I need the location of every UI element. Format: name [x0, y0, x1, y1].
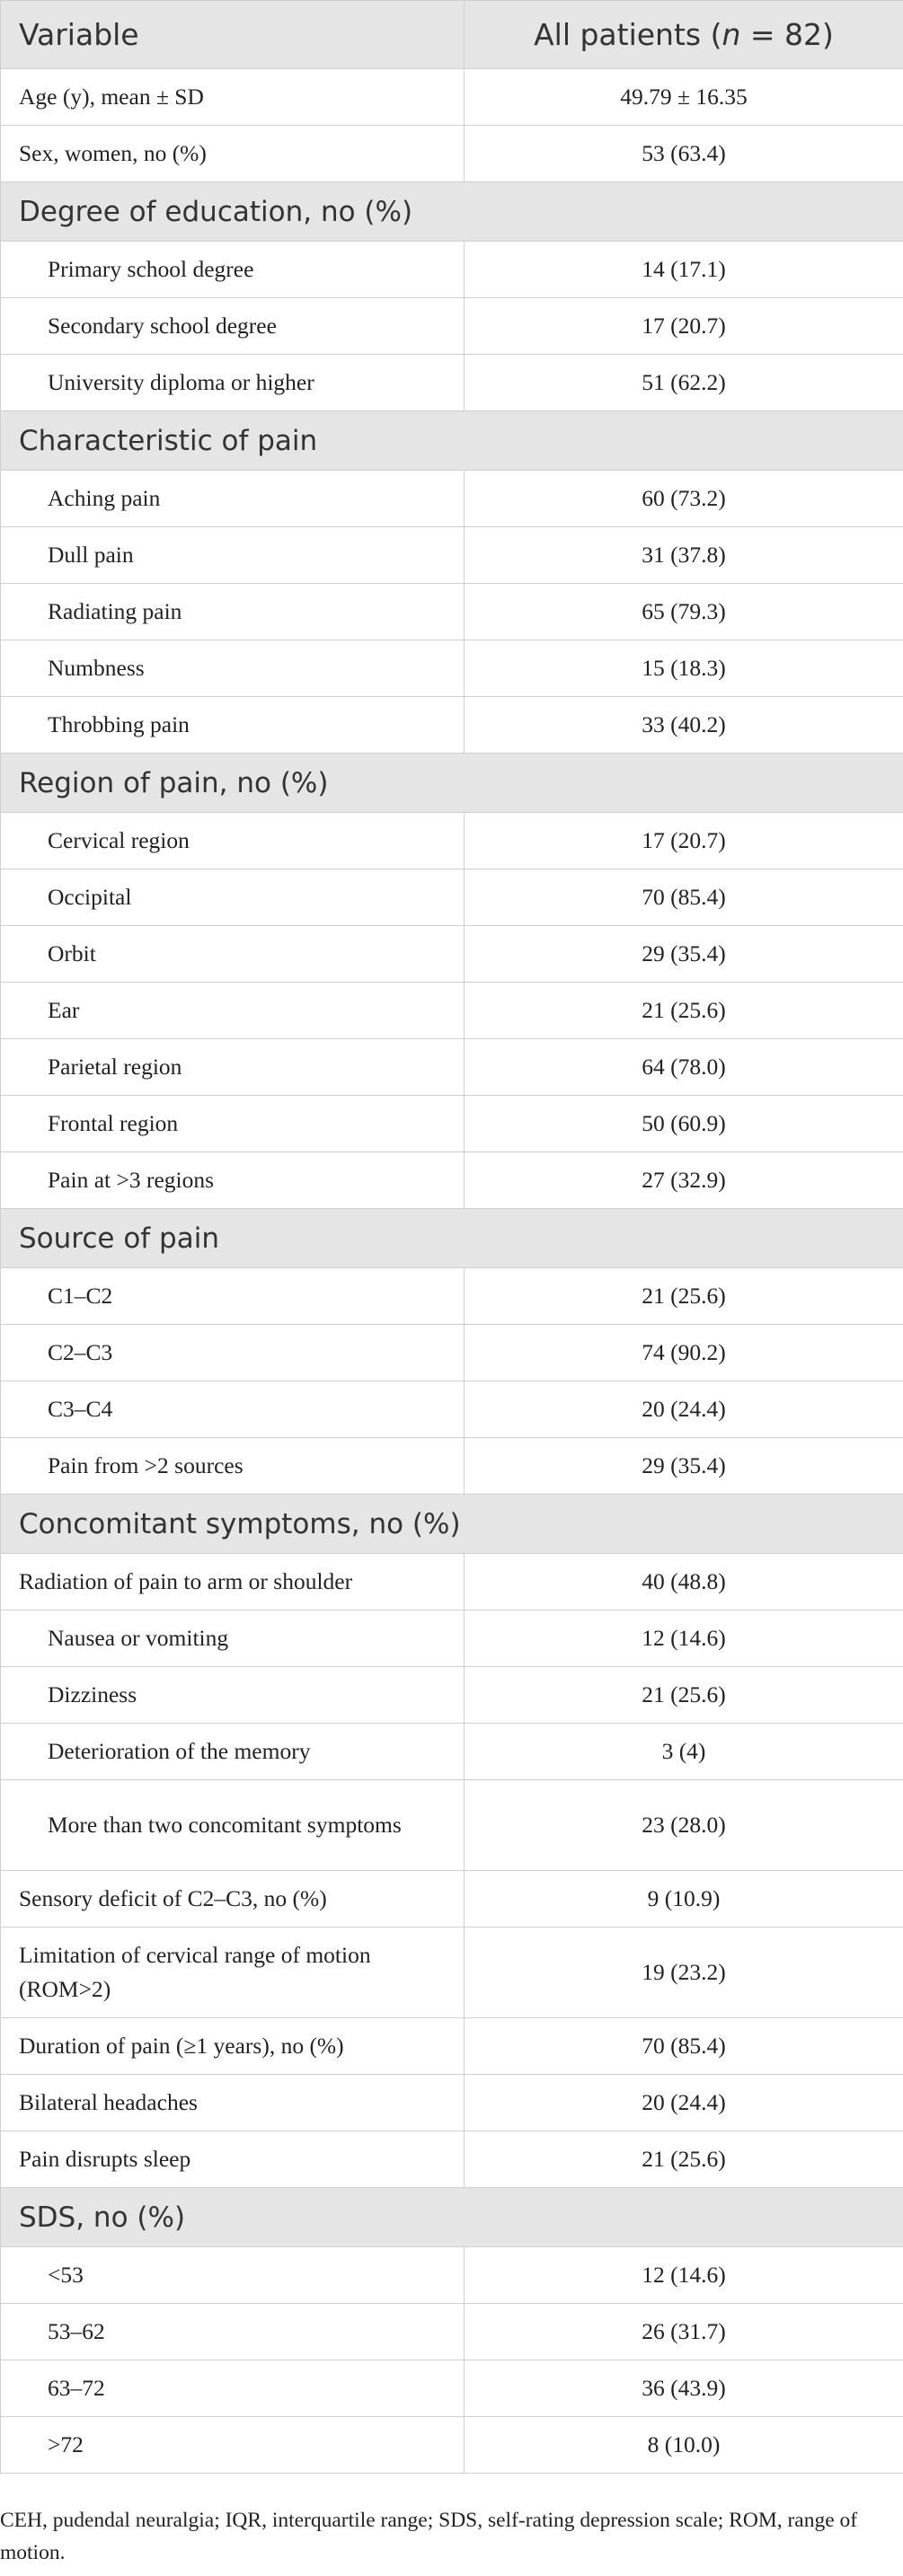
table-row — [1, 2075, 903, 2131]
row-label: Duration of pain (≥1 years), no (%) — [1, 2018, 465, 2075]
table-row — [1, 2018, 903, 2075]
table-row — [1, 1554, 903, 1610]
row-label: C3–C4 — [1, 1381, 465, 1438]
row-label: >72 — [1, 2417, 465, 2474]
header-all-patients: All patients (n = 82) — [465, 1, 903, 69]
table-header-row — [1, 1, 903, 69]
table-row — [1, 1724, 903, 1780]
section-header-row — [1, 2188, 903, 2247]
row-value: 53 (63.4) — [465, 126, 903, 182]
row-value: 21 (25.6) — [465, 983, 903, 1039]
table-row — [1, 298, 903, 355]
row-label: Limitation of cervical range of motion (ROM>2) — [1, 1928, 465, 2018]
row-label: Pain from >2 sources — [1, 1438, 465, 1495]
row-label: Radiating pain — [1, 584, 465, 640]
section-header-row — [1, 1209, 903, 1268]
section-header-row — [1, 1495, 903, 1554]
row-value: 31 (37.8) — [465, 527, 903, 584]
row-label: Sensory deficit of C2–C3, no (%) — [1, 1871, 465, 1928]
row-value: 33 (40.2) — [465, 697, 903, 754]
row-label: Occipital — [1, 869, 465, 926]
row-value: 17 (20.7) — [465, 813, 903, 869]
row-value: 64 (78.0) — [465, 1039, 903, 1096]
row-value: 14 (17.1) — [465, 242, 903, 298]
table-row — [1, 69, 903, 126]
section-label: Region of pain, no (%) — [1, 754, 903, 813]
row-label: Secondary school degree — [1, 298, 465, 355]
row-value: 36 (43.9) — [465, 2360, 903, 2417]
table-row — [1, 1381, 903, 1438]
row-label: Dull pain — [1, 527, 465, 584]
row-label: 53–62 — [1, 2304, 465, 2360]
row-label: Sex, women, no (%) — [1, 126, 465, 182]
row-value: 27 (32.9) — [465, 1152, 903, 1209]
row-value: 60 (73.2) — [465, 471, 903, 527]
table-row — [1, 2131, 903, 2188]
row-label: Ear — [1, 983, 465, 1039]
table-row — [1, 1871, 903, 1928]
table-row — [1, 2247, 903, 2304]
table-row — [1, 697, 903, 754]
table-row — [1, 2360, 903, 2417]
row-label: Bilateral headaches — [1, 2075, 465, 2131]
row-value: 9 (10.9) — [465, 1871, 903, 1928]
section-header-row — [1, 411, 903, 471]
table-row — [1, 640, 903, 697]
table-row — [1, 1438, 903, 1495]
row-label: Frontal region — [1, 1096, 465, 1152]
row-value: 29 (35.4) — [465, 926, 903, 983]
table-row — [1, 983, 903, 1039]
row-label: Primary school degree — [1, 242, 465, 298]
row-value: 70 (85.4) — [465, 869, 903, 926]
table-row — [1, 869, 903, 926]
table-row — [1, 2304, 903, 2360]
row-value: 21 (25.6) — [465, 1268, 903, 1325]
row-value: 15 (18.3) — [465, 640, 903, 697]
table-row — [1, 1610, 903, 1667]
row-label: Cervical region — [1, 813, 465, 869]
row-label: Throbbing pain — [1, 697, 465, 754]
row-label: Deterioration of the memory — [1, 1724, 465, 1780]
row-value: 74 (90.2) — [465, 1325, 903, 1381]
row-value: 70 (85.4) — [465, 2018, 903, 2075]
row-value: 17 (20.7) — [465, 298, 903, 355]
row-label: 63–72 — [1, 2360, 465, 2417]
table-row — [1, 471, 903, 527]
table-footnote: CEH, pudendal neuralgia; IQR, interquartile range; SDS, self-rating depression scale; ROM, range of motion. — [0, 2509, 858, 2564]
row-label: Nausea or vomiting — [1, 1610, 465, 1667]
row-value: 20 (24.4) — [465, 1381, 903, 1438]
row-value: 51 (62.2) — [465, 355, 903, 411]
table-row — [1, 813, 903, 869]
row-label: Pain at >3 regions — [1, 1152, 465, 1209]
row-value: 21 (25.6) — [465, 2131, 903, 2188]
row-value: 49.79 ± 16.35 — [465, 69, 903, 126]
row-value: 50 (60.9) — [465, 1096, 903, 1152]
row-label: University diploma or higher — [1, 355, 465, 411]
section-header-row — [1, 754, 903, 813]
table-row — [1, 242, 903, 298]
table-body — [1, 69, 903, 2474]
table-row — [1, 126, 903, 182]
section-label: Concomitant symptoms, no (%) — [1, 1495, 903, 1554]
row-value: 23 (28.0) — [465, 1780, 903, 1871]
table-row — [1, 1667, 903, 1724]
row-label: Parietal region — [1, 1039, 465, 1096]
row-value: 65 (79.3) — [465, 584, 903, 640]
row-value: 40 (48.8) — [465, 1554, 903, 1610]
section-label: Characteristic of pain — [1, 411, 903, 471]
row-value: 8 (10.0) — [465, 2417, 903, 2474]
section-label: SDS, no (%) — [1, 2188, 903, 2247]
row-value: 21 (25.6) — [465, 1667, 903, 1724]
row-label: Pain disrupts sleep — [1, 2131, 465, 2188]
row-label: C1–C2 — [1, 1268, 465, 1325]
row-label: <53 — [1, 2247, 465, 2304]
row-label: C2–C3 — [1, 1325, 465, 1381]
table-row — [1, 1096, 903, 1152]
row-label: Orbit — [1, 926, 465, 983]
row-label: Age (y), mean ± SD — [1, 69, 465, 126]
row-value: 3 (4) — [465, 1724, 903, 1780]
table-row — [1, 1268, 903, 1325]
row-value: 20 (24.4) — [465, 2075, 903, 2131]
row-label: Numbness — [1, 640, 465, 697]
header-variable: Variable — [1, 1, 465, 69]
section-label: Degree of education, no (%) — [1, 182, 903, 242]
table-row — [1, 1039, 903, 1096]
row-value: 19 (23.2) — [465, 1928, 903, 2018]
row-value: 26 (31.7) — [465, 2304, 903, 2360]
row-label: More than two concomitant symptoms — [1, 1780, 465, 1871]
table-row — [1, 926, 903, 983]
row-value: 12 (14.6) — [465, 1610, 903, 1667]
table-row — [1, 584, 903, 640]
row-label: Aching pain — [1, 471, 465, 527]
table-row — [1, 1152, 903, 1209]
table-row — [1, 1780, 903, 1871]
section-label: Source of pain — [1, 1209, 903, 1268]
table-row — [1, 2417, 903, 2474]
row-label: Dizziness — [1, 1667, 465, 1724]
table-row — [1, 1928, 903, 2018]
row-value: 29 (35.4) — [465, 1438, 903, 1495]
row-label: Radiation of pain to arm or shoulder — [1, 1554, 465, 1610]
table-row — [1, 355, 903, 411]
table-row — [1, 527, 903, 584]
row-value: 12 (14.6) — [465, 2247, 903, 2304]
table-row — [1, 1325, 903, 1381]
section-header-row — [1, 182, 903, 242]
